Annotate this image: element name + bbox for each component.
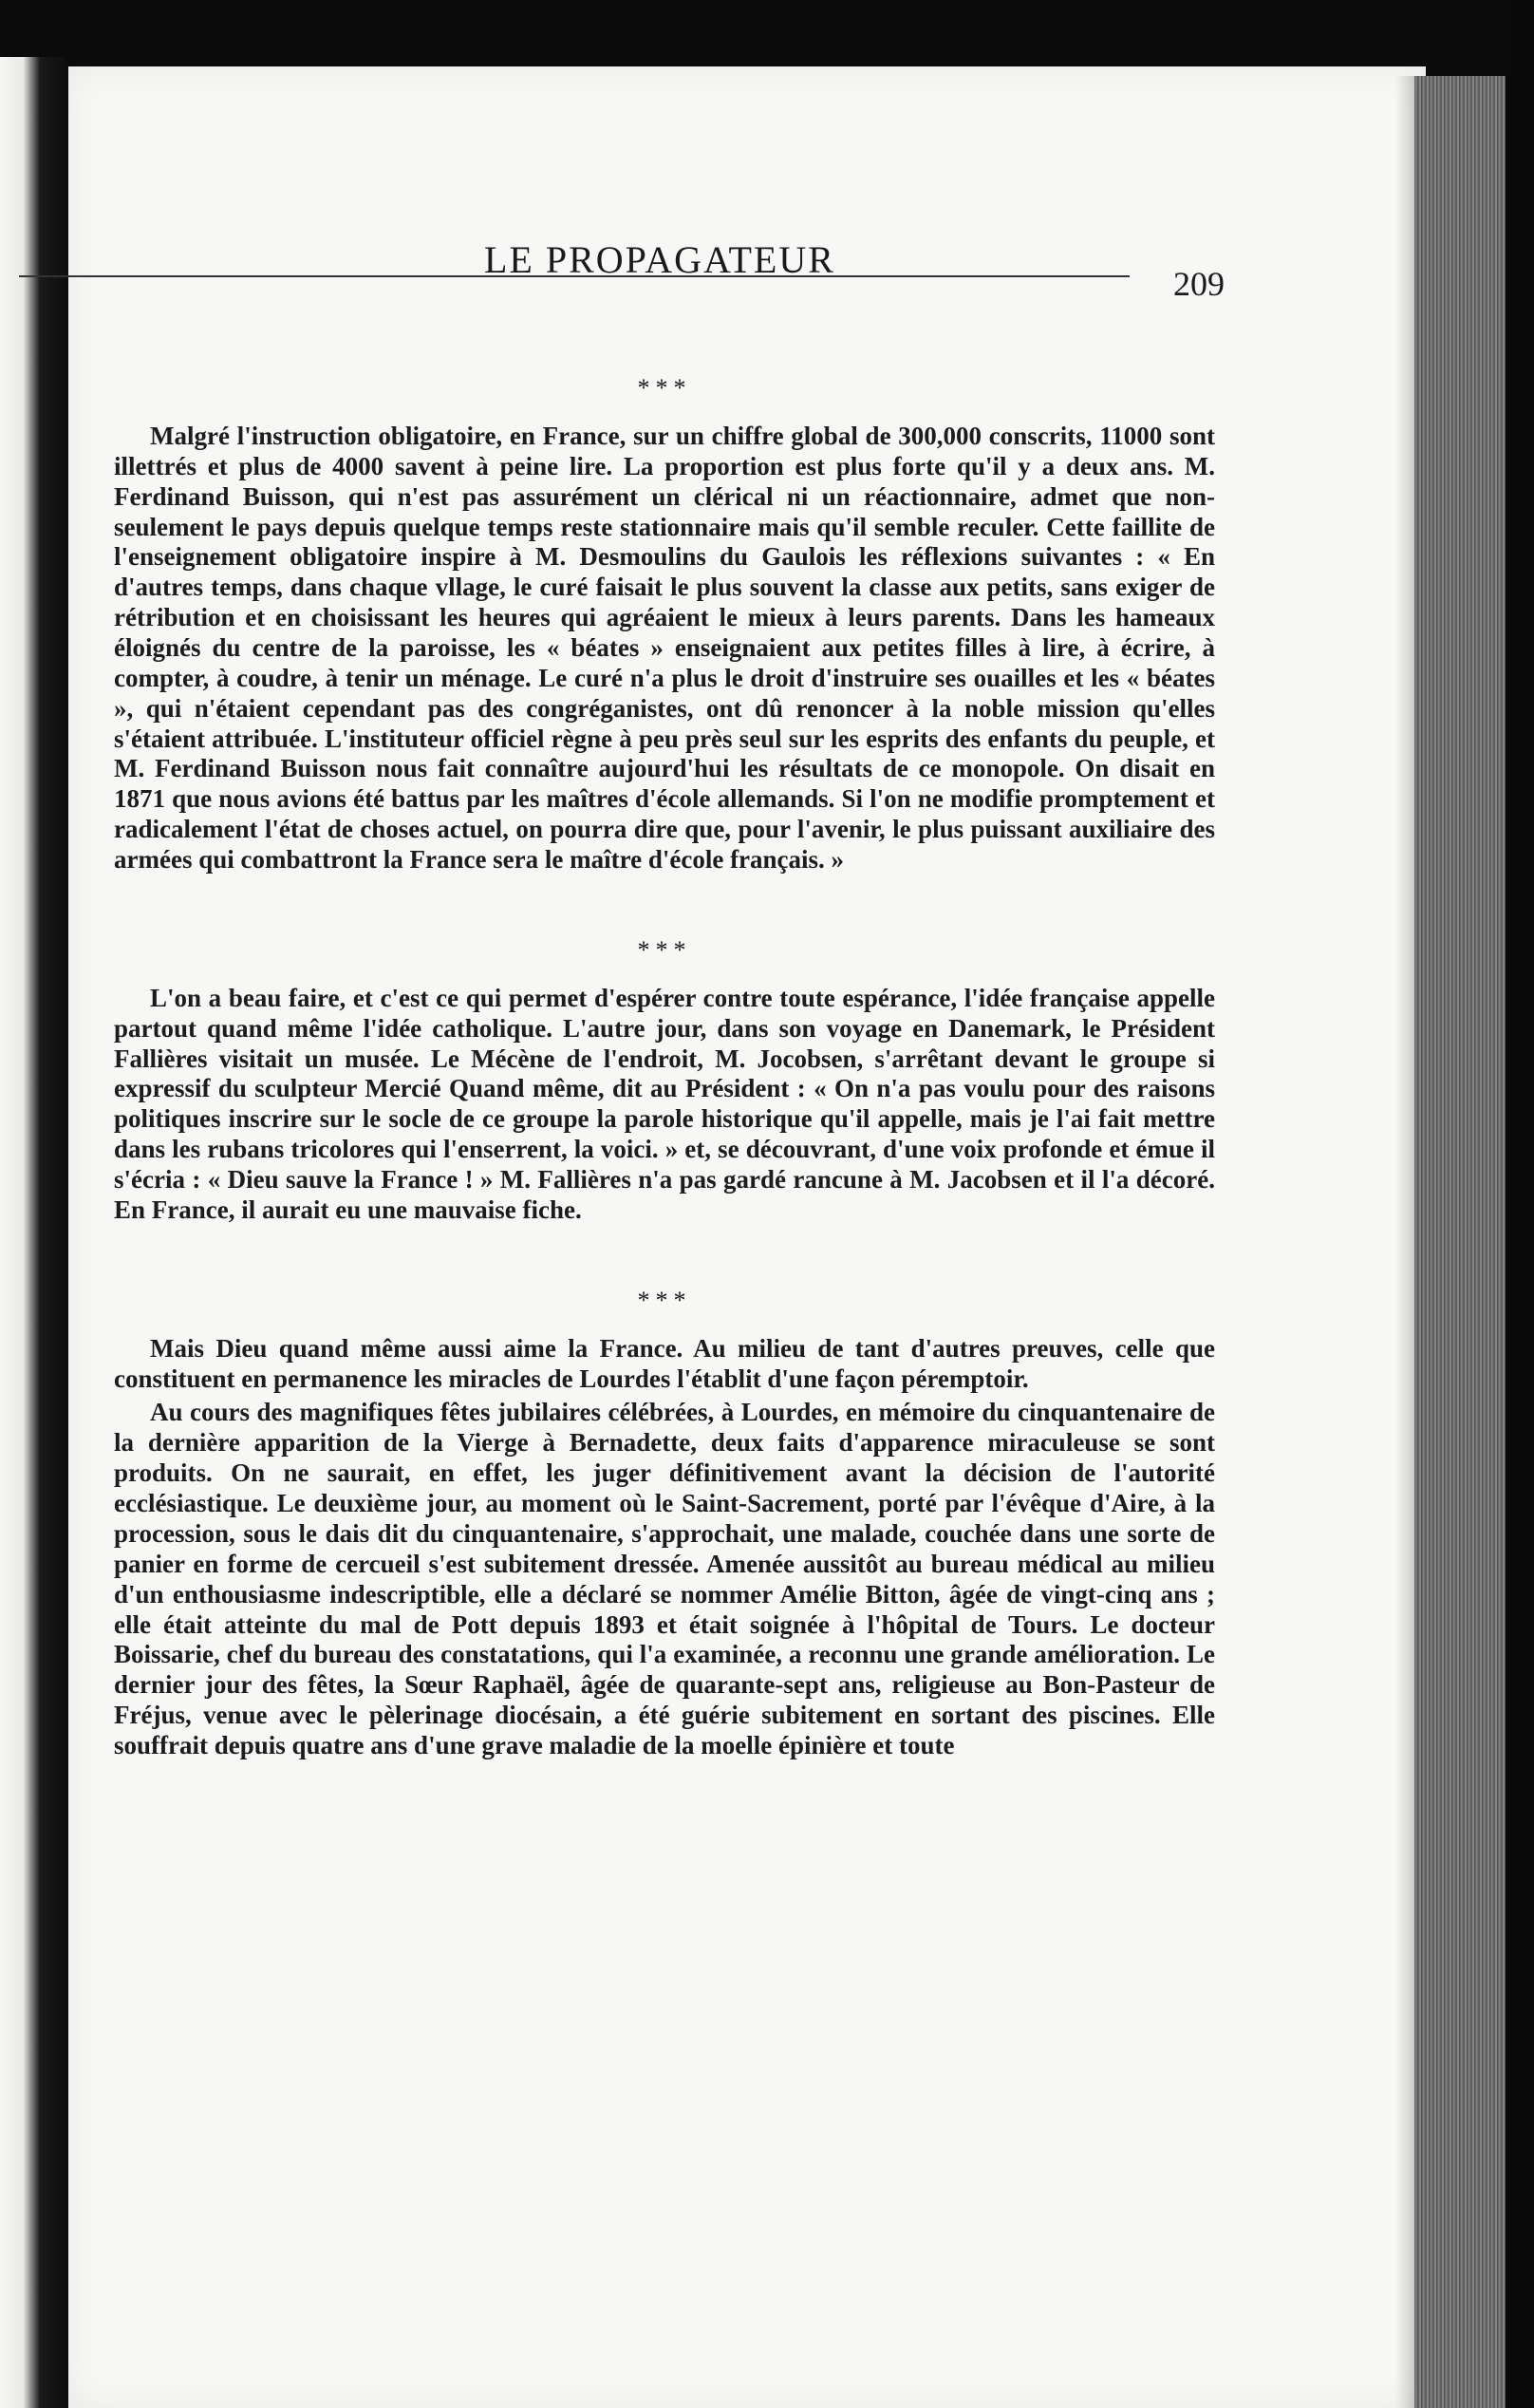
paragraph: Au cours des magnifiques fêtes jubilaires célébrées, à Lourdes, en mémoire du cinquantenaire de la dernière apparition de la Vierge à Bernadette, deux faits d'apparence miraculeuse se sont produits. On ne saurait, en effet, les juger définitivement avant la décision de l'autorité ecclésiastique. Le deuxième jour, au moment où le Saint-Sacrement, porté par l'évêque d'Aire, à la procession, sous le dais dit du cinquantenaire, s'approchait, une malade, couchée dans une sorte de panier en forme de cercueil s'est subitement dressée. Amenée aussitôt au bureau médical au milieu d'un enthousiasme indescriptible, elle a déclaré se nommer Amélie Bitton, âgée de vingt-cinq ans ; elle était atteinte du mal de Pott depuis 1893 et était soignée à l'hôpital de Tours. Le docteur Boissarie, chef du bureau des constatations, qui l'a examinée, a reconnu une grande amélioration. Le dernier jour des fêtes, la Sœur Raphaël, âgée de quarante-sept ans, religieuse au Bon-Pasteur de Fréjus, venue avec le pèlerinage diocésain, a été guérie subitement en sortant des piscines. Elle souffrait depuis quatre ans d'une grave maladie de la moelle épinière et toute: [114, 1398, 1215, 1759]
running-title: LE PROPAGATEUR: [484, 238, 835, 281]
page-stack-edges: [1414, 76, 1506, 2408]
paragraph: Malgré l'instruction obligatoire, en France, sur un chiffre global de 300,000 conscrits, 11000 sont illettrés et plus de 4000 savent à peine lire. La proportion est plus forte qu'il y a deux ans. M. Ferdinand Buisson, qui n'est pas assurément un clérical ni un réactionnaire, admet que non-seulement le pays depuis quelque temps reste stationnaire mais qu'il semble reculer. Cette faillite de l'enseignement obligatoire inspire à M. Desmoulins du Gaulois les réflexions suivantes : « En d'autres temps, dans chaque vllage, le curé faisait le plus souvent la classe aux petits, sans exiger de rétribution et en choisissant les heures qui agréaient le mieux à leurs parents. Dans les hameaux éloignés du centre de la paroisse, les « béates » enseignaient aux petites filles à lire, à écrire, à compter, à coudre, à tenir un ménage. Le curé n'a plus le droit d'instruire ses ouailles et les « béates », qui n'étaient cependant pas des congréganistes, ont dû renoncer à la noble mission qu'elles s'étaient attribuée. L'instituteur officiel règne à peu près seul sur les esprits des enfants du peuple, et M. Ferdinand Buisson nous fait connaître aujourd'hui les résultats de ce monopole. On disait en 1871 que nous avions été battus par les maîtres d'école allemands. Si l'on ne modifie promptement et radicalement l'état de choses actuel, on pourra dire que, pour l'avenir, le plus puissant auxiliaire des armées qui combattront la France sera le maître d'école français. »: [114, 422, 1215, 875]
section-3: [114, 1287, 1215, 1761]
page-content: [114, 237, 1225, 1761]
section-2: [114, 936, 1215, 1226]
page-number: 209: [1173, 265, 1225, 303]
paragraph: L'on a beau faire, et c'est ce qui permet d'espérer contre toute espérance, l'idée française appelle partout quand même l'idée catholique. L'autre jour, dans son voyage en Danemark, le Président Fallières visitait un musée. Le Mécène de l'endroit, M. Jocobsen, s'arrêtant devant le groupe si expressif du sculpteur Mercié Quand même, dit au Président : « On n'a pas voulu pour des raisons politiques inscrire sur le socle de ce groupe la parole historique qu'il appelle, mais je l'ai fait mettre dans les rubans tricolores qui l'enserrent, la voici. » et, se découvrant, d'une voix profonde et émue il s'écria : « Dieu sauve la France ! » M. Fallières n'a pas gardé rancune à M. Jacobsen et il l'a décoré. En France, il aurait eu une mauvaise fiche.: [114, 983, 1215, 1224]
section-separator: ***: [637, 374, 692, 402]
section-1: [114, 374, 1215, 875]
scan-border: [1506, 0, 1534, 2408]
paragraph: Mais Dieu quand même aussi aime la France. Au milieu de tant d'autres preuves, celle que constituent en permanence les miracles de Lourdes l'établit d'une façon péremptoir.: [114, 1333, 1215, 1393]
previous-page-edge: [0, 57, 66, 2408]
running-head: [114, 237, 1225, 303]
section-separator: ***: [637, 935, 692, 964]
section-separator: ***: [637, 1286, 692, 1314]
